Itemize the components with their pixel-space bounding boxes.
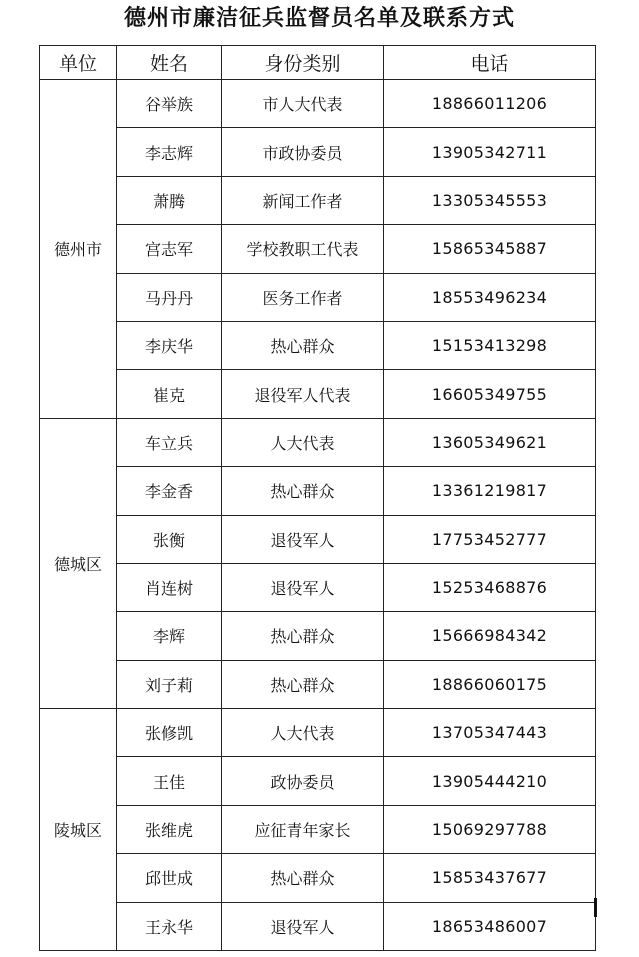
name-cell: 王永华: [117, 902, 222, 950]
phone-cell: 13305345553: [384, 176, 596, 224]
type-cell: 热心群众: [222, 321, 384, 369]
unit-cell: 德城区: [40, 418, 117, 708]
phone-cell: 18866011206: [384, 80, 596, 128]
table-row: [40, 128, 596, 176]
name-cell: 马丹丹: [117, 273, 222, 321]
type-cell: 退役军人: [222, 563, 384, 611]
type-cell: 热心群众: [222, 854, 384, 902]
table-row: [40, 80, 596, 128]
phone-cell: 13705347443: [384, 709, 596, 757]
name-cell: 车立兵: [117, 418, 222, 466]
type-cell: 热心群众: [222, 612, 384, 660]
supervisor-table: [39, 45, 596, 951]
phone-cell: 18866060175: [384, 660, 596, 708]
header-phone: 电话: [384, 46, 596, 80]
type-cell: 市政协委员: [222, 128, 384, 176]
table-row: [40, 805, 596, 853]
type-cell: 退役军人: [222, 515, 384, 563]
type-cell: 市人大代表: [222, 80, 384, 128]
type-cell: 热心群众: [222, 660, 384, 708]
phone-cell: 15069297788: [384, 805, 596, 853]
phone-cell: 13905444210: [384, 757, 596, 805]
table-row: [40, 709, 596, 757]
table-row: [40, 515, 596, 563]
type-cell: 人大代表: [222, 709, 384, 757]
phone-cell: 17753452777: [384, 515, 596, 563]
name-cell: 刘子莉: [117, 660, 222, 708]
name-cell: 邱世成: [117, 854, 222, 902]
table-row: [40, 467, 596, 515]
name-cell: 肖连树: [117, 563, 222, 611]
table-row: [40, 854, 596, 902]
name-cell: 李金香: [117, 467, 222, 515]
table-body: [40, 80, 596, 951]
name-cell: 张修凯: [117, 709, 222, 757]
phone-cell: 15666984342: [384, 612, 596, 660]
unit-cell: 德州市: [40, 80, 117, 419]
type-cell: 退役军人: [222, 902, 384, 950]
name-cell: 王佳: [117, 757, 222, 805]
name-cell: 李志辉: [117, 128, 222, 176]
phone-cell: 15253468876: [384, 563, 596, 611]
name-cell: 张维虎: [117, 805, 222, 853]
table-row: [40, 660, 596, 708]
type-cell: 医务工作者: [222, 273, 384, 321]
phone-cell: 15853437677: [384, 854, 596, 902]
type-cell: 学校教职工代表: [222, 225, 384, 273]
phone-cell: 18653486007: [384, 902, 596, 950]
name-cell: 李庆华: [117, 321, 222, 369]
phone-cell: 15153413298: [384, 321, 596, 369]
name-cell: 萧腾: [117, 176, 222, 224]
table-row: [40, 563, 596, 611]
table-row: [40, 370, 596, 418]
name-cell: 崔克: [117, 370, 222, 418]
unit-cell: 陵城区: [40, 709, 117, 951]
table-row: [40, 225, 596, 273]
table-row: [40, 757, 596, 805]
phone-cell: 13361219817: [384, 467, 596, 515]
table-header: [40, 46, 596, 80]
name-cell: 张衡: [117, 515, 222, 563]
type-cell: 政协委员: [222, 757, 384, 805]
phone-cell: 15865345887: [384, 225, 596, 273]
type-cell: 退役军人代表: [222, 370, 384, 418]
table-row: [40, 418, 596, 466]
header-row: [40, 46, 596, 80]
table-row: [40, 321, 596, 369]
phone-cell: 13905342711: [384, 128, 596, 176]
type-cell: 应征青年家长: [222, 805, 384, 853]
name-cell: 李辉: [117, 612, 222, 660]
page-title: 德州市廉洁征兵监督员名单及联系方式: [123, 6, 515, 31]
phone-cell: 13605349621: [384, 418, 596, 466]
header-name: 姓名: [117, 46, 222, 80]
table-row: [40, 273, 596, 321]
table-row: [40, 176, 596, 224]
type-cell: 新闻工作者: [222, 176, 384, 224]
name-cell: 谷举族: [117, 80, 222, 128]
table-row: [40, 902, 596, 950]
name-cell: 宫志军: [117, 225, 222, 273]
table-row: [40, 612, 596, 660]
type-cell: 人大代表: [222, 418, 384, 466]
edge-mark: [594, 898, 597, 917]
header-type: 身份类别: [222, 46, 384, 80]
type-cell: 热心群众: [222, 467, 384, 515]
phone-cell: 16605349755: [384, 370, 596, 418]
phone-cell: 18553496234: [384, 273, 596, 321]
header-unit: 单位: [40, 46, 117, 80]
